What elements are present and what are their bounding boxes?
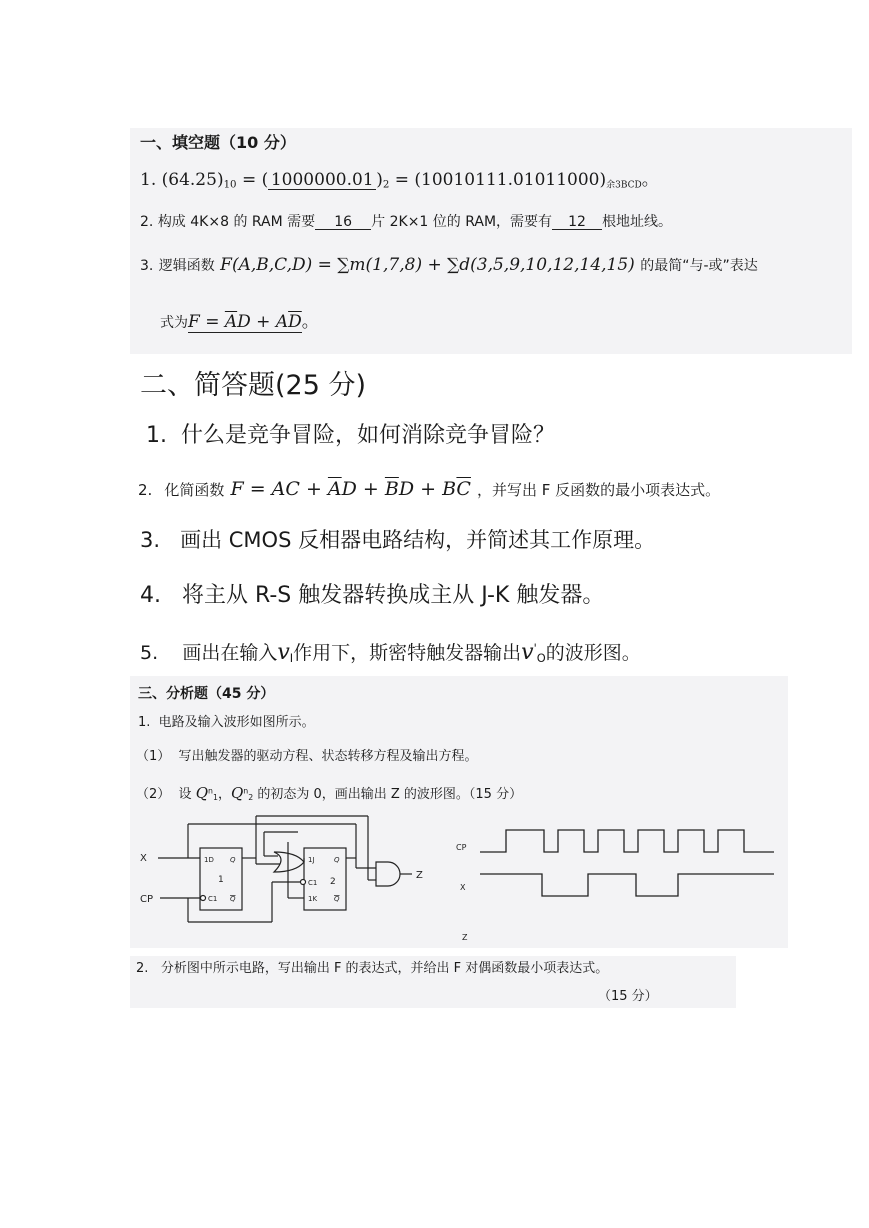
q2-text1: 构成 4K×8 的 RAM 需要 <box>157 214 316 230</box>
s3sub2-q2-sup: n <box>243 786 249 796</box>
s2q2-text1: 化简函数 <box>164 481 225 499</box>
ff2-qbar-label: Q <box>334 895 340 903</box>
ff1-d-label: 1D <box>204 856 214 864</box>
q2-answer-chips: 16 <box>315 215 371 230</box>
section3-q1 <box>138 716 315 729</box>
q3-answer-abar: $\overline{A}$ <box>224 312 238 332</box>
q3-text2: 的最简“与-或”表达 <box>640 258 758 274</box>
q3-answer-a: A <box>275 312 289 332</box>
s3sub2-text1: 设 <box>178 787 192 802</box>
s2q2-f: F = AC + <box>230 478 328 500</box>
waveform-cp <box>480 830 774 852</box>
section1-q1 <box>140 172 659 191</box>
or-gate <box>274 852 304 872</box>
s3sub2-q1-sub: 1 <box>212 792 218 802</box>
s3sub2-comma: ， <box>217 787 231 802</box>
section3-heading: 三、分析题（45 分） <box>138 686 275 702</box>
section1-q2 <box>140 215 672 230</box>
s2q1-text: 什么是竞争冒险，如何消除竞争冒险？ <box>181 423 556 448</box>
q3-function: F(A,B,C,D) = ∑m(1,7,8) + ∑d(3,5,9,10,12,14,15) <box>220 255 635 275</box>
waveform-x <box>480 874 774 896</box>
s3sub1-text: 写出触发器的驱动方程、状态转移方程及输出方程。 <box>178 749 478 764</box>
section3-q2-points: （15 分） <box>598 989 658 1004</box>
ff1-q-label: Q <box>230 856 236 864</box>
section2-q4 <box>140 585 604 607</box>
s2q4-text: 将主从 R-S 触发器转换成主从 J-K 触发器。 <box>181 583 605 608</box>
q1-binary-answer: 1000000.01 <box>268 172 376 190</box>
ff2-j-label: 1J <box>308 856 315 864</box>
section2-q5 <box>140 642 641 664</box>
s2q5-v: v <box>277 640 290 665</box>
s3q1-text: 电路及输入波形如图所示。 <box>158 715 315 730</box>
s2q3-number: 3. <box>140 528 161 552</box>
s2q5-vo: v <box>521 640 534 665</box>
section2-q1 <box>146 425 555 447</box>
ff2-k-label: 1K <box>308 895 318 903</box>
q1-equals: = ( <box>236 170 269 190</box>
s3sub2-q1: Q <box>195 784 209 802</box>
q3-answer-plus: + <box>250 312 276 332</box>
s3sub2-q1-sup: n <box>208 786 213 796</box>
q3-answer <box>188 312 302 333</box>
s3sub2-number: （2） <box>136 787 171 802</box>
s3sub1-number: （1） <box>136 749 171 764</box>
s3q1-number: 1. <box>138 715 151 730</box>
section3-sub2 <box>136 786 522 802</box>
waveform-cp-label: CP <box>456 843 467 852</box>
s2q5-vo-prime: ' <box>533 641 537 656</box>
s2q2-d2: D + B <box>398 478 457 500</box>
q1-lhs-base: 10 <box>223 179 237 191</box>
q1-base2: 2 <box>382 179 390 191</box>
ff2-c1-label: C1 <box>308 879 318 887</box>
s3q2-text: 分析图中所示电路，写出输出 F 的表达式，并给出 F 对偶函数最小项表达式。 <box>160 961 609 976</box>
q3-answer-dbar: $\overline{D}$ <box>288 312 302 332</box>
and-gate <box>376 862 400 886</box>
q1-lhs: (64.25) <box>161 170 224 190</box>
s2q5-vo-sub: O <box>536 650 546 665</box>
waveform-x-label: X <box>460 883 466 892</box>
q3-answer-f: F = <box>188 312 225 332</box>
section1-q3 <box>140 257 758 274</box>
waveform-diagram <box>452 822 782 942</box>
input-cp-label: CP <box>140 894 154 905</box>
q2-answer-lines: 12 <box>552 215 602 230</box>
section2-q2 <box>138 480 720 499</box>
s2q5-text2: 作用下，斯密特触发器输出 <box>293 642 522 664</box>
ff1-c1-label: C1 <box>208 895 218 903</box>
input-x-label: X <box>140 853 147 864</box>
ff1-qbar-label: Q <box>230 895 236 903</box>
s3q2-number: 2. <box>136 961 149 976</box>
s2q2-bbar: $\overline{B}$ <box>384 478 399 500</box>
s2q1-number: 1. <box>146 423 167 448</box>
s3sub2-q2-sub: 2 <box>248 792 254 802</box>
s2q2-number: 2. <box>138 481 153 499</box>
s2q2-cbar: $\overline{C}$ <box>456 478 471 500</box>
section2-heading: 二、简答题(25 分) <box>140 370 367 401</box>
q3-answer-d: D <box>237 312 251 332</box>
q1-rhs-code: 余3BCD <box>606 180 642 191</box>
section3-sub1 <box>136 750 478 763</box>
s2q5-text3: 的波形图。 <box>545 642 641 664</box>
section2-q3 <box>140 530 655 551</box>
waveform-z-label: Z <box>462 933 468 942</box>
section3-q2 <box>136 962 608 975</box>
s2q2-text2: ，并写出 F 反函数的最小项表达式。 <box>477 481 721 499</box>
q1-close: ) <box>376 170 383 190</box>
s2q5-number: 5. <box>140 642 159 664</box>
q2-text2: 片 2K×1 位的 RAM，需要有 <box>371 214 553 230</box>
s3sub2-text2: 的初态为 0，画出输出 Z 的波形图。（15 分） <box>257 787 523 802</box>
s2q2-d1: D + <box>341 478 385 500</box>
q1-end: 。 <box>641 170 659 190</box>
q3-text1: 逻辑函数 <box>158 258 215 274</box>
output-z-label: Z <box>416 870 423 881</box>
ff2-q-label: Q <box>334 856 340 864</box>
s2q5-text1: 画出在输入 <box>182 642 278 664</box>
q2-number: 2. <box>140 214 154 230</box>
s2q4-number: 4. <box>140 583 161 608</box>
q3-prefix: 式为 <box>160 315 188 331</box>
ff1-number: 1 <box>218 875 224 885</box>
q1-number: 1. <box>140 170 157 190</box>
section1-q3-answer <box>160 314 319 331</box>
ff2-number: 2 <box>330 877 336 887</box>
q2-text3: 根地址线。 <box>602 214 673 230</box>
s2q3-text: 画出 CMOS 反相器电路结构，并简述其工作原理。 <box>180 528 656 552</box>
section1-heading: 一、填空题（10 分） <box>140 133 296 152</box>
s2q5-v-sub: I <box>289 650 294 665</box>
q1-rhs: = (10010111.01011000) <box>389 170 607 190</box>
s2q2-abar: $\overline{A}$ <box>327 478 342 500</box>
s3sub2-q2: Q <box>230 784 244 802</box>
circuit-diagram <box>138 812 438 928</box>
q3-number: 3. <box>140 258 154 274</box>
q3-end: 。 <box>301 312 319 332</box>
